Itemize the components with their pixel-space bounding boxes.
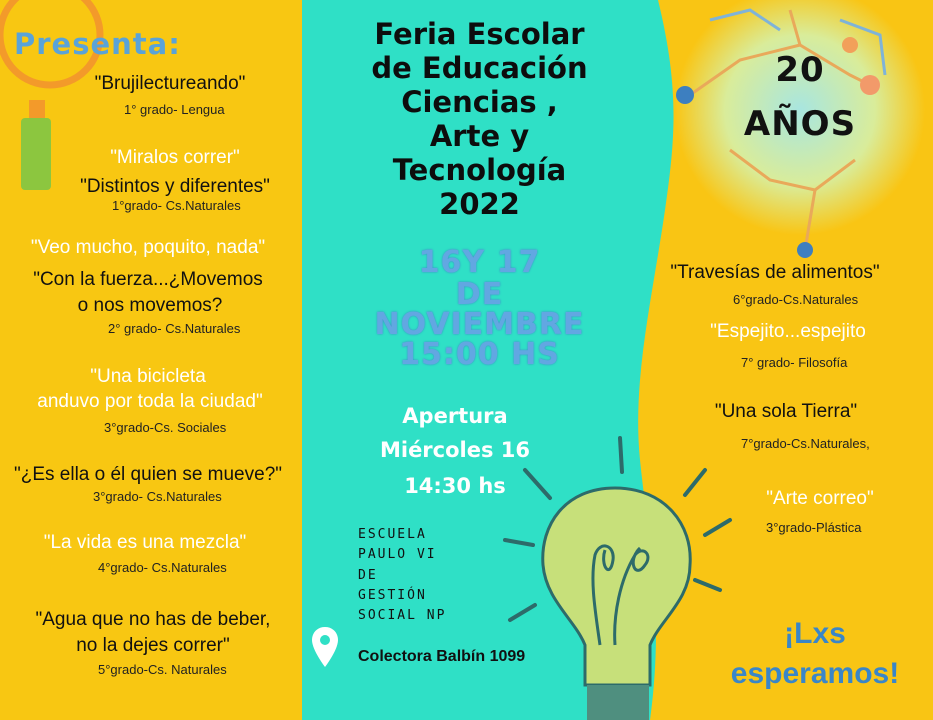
project-veo-mucho: "Veo mucho, poquito, nada" xyxy=(30,237,266,258)
opening-line-3: 14:30 hs xyxy=(404,474,506,498)
project-grade: 4°grado- Cs.Naturales xyxy=(98,560,227,575)
project-una-sola-tierra: "Una sola Tierra" xyxy=(714,401,858,422)
project-espejito: "Espejito...espejito xyxy=(710,321,866,342)
presenta-heading: Presenta: xyxy=(14,27,181,61)
project-grade: 6°grado-Cs.Naturales xyxy=(733,292,859,307)
date-line-1: 16Y 17 xyxy=(418,245,541,280)
project-bicicleta-2: anduvo por toda la ciudad" xyxy=(37,391,263,412)
school-line-4: GESTIÓN xyxy=(358,588,427,603)
school-line-2: PAULO VI xyxy=(358,547,437,562)
date-line-2: DE xyxy=(455,277,504,312)
project-brujilectureando: "Brujilectureando" xyxy=(94,73,246,94)
date-line-4: 15:00 HS xyxy=(399,337,560,372)
opening-line-1: Apertura xyxy=(402,404,508,428)
project-grade: 3°grado-Plástica xyxy=(766,520,862,535)
school-line-5: SOCIAL NP xyxy=(358,608,447,623)
project-vida-mezcla: "La vida es una mezcla" xyxy=(43,532,247,553)
project-agua-2: no la dejes correr" xyxy=(76,635,230,656)
closing-line-2: esperamos! xyxy=(730,657,900,690)
project-arte-correo: "Arte correo" xyxy=(766,488,874,509)
anniversary-word: AÑOS xyxy=(743,104,857,144)
project-con-la-fuerza-2: o nos movemos? xyxy=(77,295,223,316)
title-line-5: Tecnología xyxy=(392,153,567,187)
project-agua-1: "Agua que no has de beber, xyxy=(35,609,271,630)
opening-line-2: Miércoles 16 xyxy=(379,438,531,462)
school-line-3: DE xyxy=(358,568,378,583)
project-con-la-fuerza-1: "Con la fuerza...¿Movemos xyxy=(33,269,263,290)
project-grade: 1°grado- Cs.Naturales xyxy=(112,198,241,213)
title-line-6: 2022 xyxy=(439,187,520,221)
project-distintos: "Distintos y diferentes" xyxy=(80,176,270,197)
title-line-3: Ciencias , xyxy=(401,85,558,119)
project-grade: 2° grado- Cs.Naturales xyxy=(108,321,241,336)
location-pin-icon xyxy=(310,625,340,669)
address-text: Colectora Balbín 1099 xyxy=(358,648,526,665)
project-grade: 3°grado- Cs.Naturales xyxy=(93,489,222,504)
project-grade: 3°grado-Cs. Sociales xyxy=(104,420,227,435)
project-grade: 7°grado-Cs.Naturales, xyxy=(741,436,870,451)
project-travesias: "Travesías de alimentos" xyxy=(670,262,880,283)
project-miralos-correr: "Miralos correr" xyxy=(110,147,240,168)
project-es-ella: "¿Es ella o él quien se mueve?" xyxy=(13,464,283,485)
closing-line-1: ¡Lxs xyxy=(784,617,846,650)
project-grade: 5°grado-Cs. Naturales xyxy=(98,662,227,677)
title-line-4: Arte y xyxy=(429,119,530,153)
title-line-1: Feria Escolar xyxy=(374,17,585,51)
project-grade: 7° grado- Filosofía xyxy=(741,355,848,370)
project-bicicleta-1: "Una bicicleta xyxy=(90,366,206,387)
project-grade: 1° grado- Lengua xyxy=(124,102,225,117)
title-line-2: de Educación xyxy=(371,51,588,85)
date-line-3: NOVIEMBRE xyxy=(374,307,585,342)
school-line-1: ESCUELA xyxy=(358,527,427,542)
anniversary-number: 20 xyxy=(775,50,825,90)
